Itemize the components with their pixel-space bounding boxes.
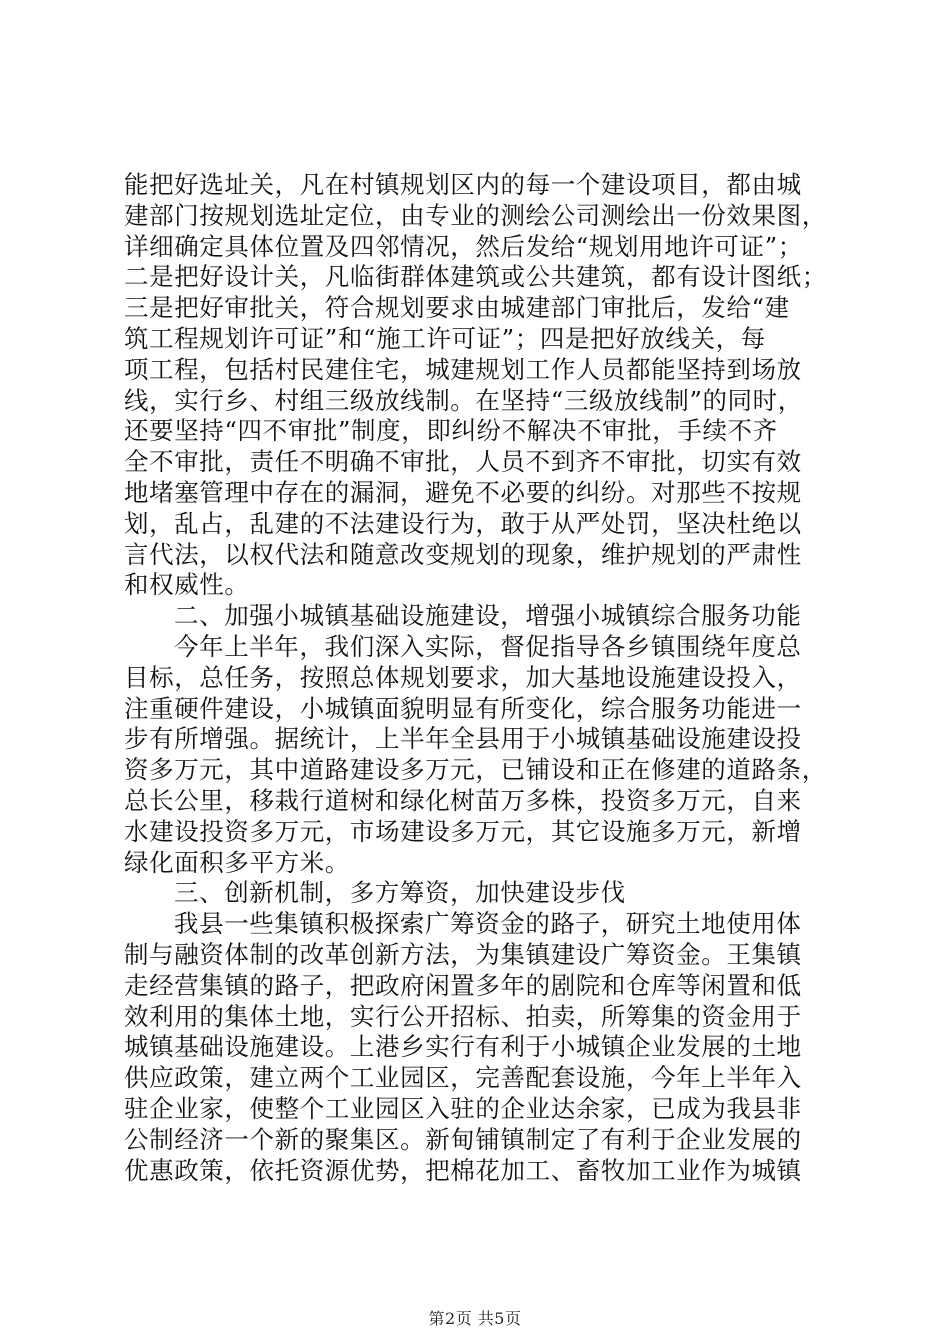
text-line: 总长公里，移栽行道树和绿化树苗万多株，投资多万元，自来 xyxy=(124,785,802,815)
text-line: 能把好选址关，凡在村镇规划区内的每一个建设项目，都由城 xyxy=(124,170,802,199)
text-line: 制与融资体制的改革创新方法，为集镇建设广筹资金。王集镇 xyxy=(124,939,802,969)
text-line: 筑工程规划许可证”和“施工许可证”；四是把好放线关，每 xyxy=(124,323,766,353)
page-number-footer: 第2页 共5页 xyxy=(428,1309,522,1328)
text-line: 二是把好设计关，凡临街群体建筑或公共建筑，都有设计图纸； xyxy=(124,262,827,292)
text-line: 线，实行乡、村组三级放线制。在坚持“三级放线制”的同时， xyxy=(124,385,803,415)
section-heading: 二、加强小城镇基础设施建设，增强小城镇综合服务功能 xyxy=(174,601,802,631)
text-line: 供应政策，建立两个工业园区，完善配套设施，今年上半年入 xyxy=(124,1063,802,1093)
text-line: 项工程，包括村民建住宅，城建规划工作人员都能坚持到场放 xyxy=(124,354,802,384)
text-line: 公制经济一个新的聚集区。新甸铺镇制定了有利于企业发展的 xyxy=(124,1124,802,1154)
text-line: 注重硬件建设，小城镇面貌明显有所变化，综合服务功能进一 xyxy=(124,693,802,723)
section-heading: 三、创新机制，多方筹资，加快建设步伐 xyxy=(174,878,626,908)
text-line: 言代法，以权代法和随意改变规划的现象，维护规划的严肃性 xyxy=(124,539,802,569)
text-line: 驻企业家，使整个工业园区入驻的企业达余家，已成为我县非 xyxy=(124,1093,802,1123)
text-line: 水建设投资多万元，市场建设多万元，其它设施多万元，新增 xyxy=(124,816,802,846)
text-line: 地堵塞管理中存在的漏洞，避免不必要的纠纷。对那些不按规 xyxy=(124,477,802,507)
paragraph-first-line: 今年上半年，我们深入实际，督促指导各乡镇围绕年度总 xyxy=(174,631,802,661)
text-line: 目标，总任务，按照总体规划要求，加大基地设施建设投入， xyxy=(124,662,802,692)
text-line: 绿化面积多平方米。 xyxy=(124,847,350,877)
text-line: 三是把好审批关，符合规划要求由城建部门审批后，发给“建 xyxy=(124,293,790,323)
text-line: 资多万元，其中道路建设多万元，已铺设和正在修建的道路条， xyxy=(124,755,827,785)
body-text xyxy=(124,170,830,1186)
text-line: 优惠政策，依托资源优势，把棉花加工、畜牧加工业作为城镇 xyxy=(124,1155,802,1185)
paragraph-first-line: 我县一些集镇积极探索广筹资金的路子，研究土地使用体 xyxy=(174,909,802,939)
text-line: 走经营集镇的路子，把政府闲置多年的剧院和仓库等闲置和低 xyxy=(124,970,802,1000)
text-line: 效利用的集体土地，实行公开招标、拍卖，所筹集的资金用于 xyxy=(124,1001,802,1031)
text-line: 全不审批，责任不明确不审批，人员不到齐不审批，切实有效 xyxy=(124,447,802,477)
text-line: 还要坚持“四不审批”制度，即纠纷不解决不审批，手续不齐 xyxy=(124,416,778,446)
text-line: 划，乱占，乱建的不法建设行为，敢于从严处罚，坚决杜绝以 xyxy=(124,508,802,538)
text-line: 和权威性。 xyxy=(124,570,250,600)
text-line: 城镇基础设施建设。上港乡实行有利于小城镇企业发展的土地 xyxy=(124,1032,802,1062)
text-line: 步有所增强。据统计，上半年全县用于小城镇基础设施建设投 xyxy=(124,724,802,754)
text-line: 详细确定具体位置及四邻情况，然后发给“规划用地许可证”； xyxy=(124,231,803,261)
text-line: 建部门按规划选址定位，由专业的测绘公司测绘出一份效果图， xyxy=(124,200,827,230)
